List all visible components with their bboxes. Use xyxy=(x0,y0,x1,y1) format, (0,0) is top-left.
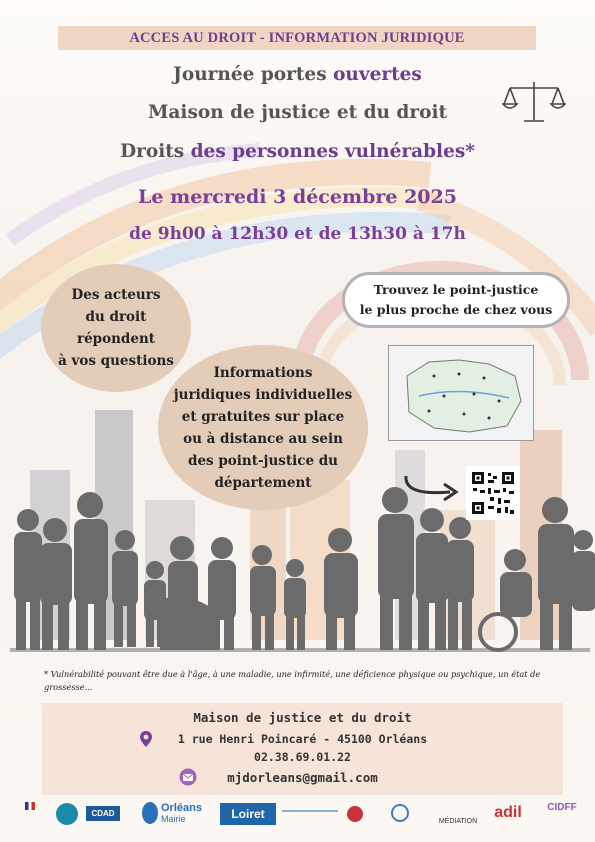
cidff-logo-text: CIDFF xyxy=(547,802,577,813)
event-date: Le mercredi 3 décembre 2025 xyxy=(138,186,457,208)
title-line-1-part-a: Journée portes xyxy=(173,64,334,85)
bubble-legal-info xyxy=(158,345,368,510)
pill-line: le plus proche de chez vous xyxy=(359,302,553,317)
bubble-mid-line: ou à distance au sein xyxy=(183,430,343,447)
cdad-logo xyxy=(86,800,136,830)
bubble-legal-actors-text xyxy=(58,284,174,372)
title-line-3 xyxy=(0,141,595,162)
bubble-mid-line: des point-justice du xyxy=(188,452,338,469)
mairie-logo-text: Mairie xyxy=(161,814,186,824)
event-hours: de 9h00 à 12h30 et de 13h30 à 17h xyxy=(129,224,466,244)
find-point-justice-pill xyxy=(342,272,570,328)
vulnerability-footnote: * Vulnérabilité pouvant être due à l'âge, à une maladie, une infirmité, une déficience physique ou psychique, un état de grossesse... xyxy=(44,669,541,692)
bubble-mid-line: département xyxy=(214,474,312,491)
contact-email[interactable]: mjdorleans@gmail.com xyxy=(227,770,378,785)
cdad-logo-text: CDAD xyxy=(86,806,120,821)
qr-code-pattern xyxy=(470,470,516,516)
mediation-logo xyxy=(432,800,484,830)
title-line-3-part-a: Droits xyxy=(120,141,191,162)
header-banner xyxy=(58,26,536,50)
partner-logo-c xyxy=(372,800,428,830)
email-icon xyxy=(179,768,197,786)
partner-logo-b xyxy=(342,800,368,830)
scales-of-justice-icon xyxy=(502,78,566,126)
bubble-left-line: Des acteurs xyxy=(71,287,161,303)
title-line-2: Maison de justice et du droit xyxy=(147,102,448,123)
map-drawing xyxy=(389,346,533,440)
curved-arrow-icon xyxy=(398,470,468,510)
adil-logo xyxy=(486,800,530,832)
location-pin-icon xyxy=(139,730,153,748)
partner-logos xyxy=(10,798,588,834)
loiret-logo-text: Loiret xyxy=(220,803,276,825)
title-line-1-part-b: ouvertes xyxy=(333,64,422,85)
orleans-swirl-icon xyxy=(142,802,158,824)
orleans-logo-text: Orléans xyxy=(161,802,202,814)
bubble-legal-actors xyxy=(41,264,191,392)
bubble-legal-info-text xyxy=(174,362,352,494)
title-line-3-part-b: des personnes vulnérables* xyxy=(190,141,475,162)
ministry-logo xyxy=(12,800,48,830)
partner-logo-a xyxy=(282,800,338,830)
adil-logo-text: adil xyxy=(494,804,522,821)
contact-name: Maison de justice et du droit xyxy=(193,710,412,725)
department-map-icon xyxy=(388,345,534,441)
bubble-mid-line: et gratuites sur place xyxy=(181,408,345,425)
cdad-shield-logo xyxy=(54,800,80,830)
orleans-mairie-logo xyxy=(142,800,216,832)
pill-text xyxy=(360,280,553,320)
contact-info-box xyxy=(42,703,563,795)
contact-address: 1 rue Henri Poincaré - 45100 Orléans xyxy=(177,732,428,746)
bubble-left-line: répondent xyxy=(76,331,156,347)
bubble-left-line: à vos questions xyxy=(58,353,174,369)
loiret-logo xyxy=(220,800,276,832)
bubble-mid-line: juridiques individuelles xyxy=(173,386,353,403)
banner-text: ACCES AU DROIT - INFORMATION JURIDIQUE xyxy=(129,29,465,46)
qr-code-icon[interactable] xyxy=(466,466,520,520)
contact-phone: 02.38.69.01.22 xyxy=(254,750,351,764)
pill-line: Trouvez le point-justice xyxy=(373,282,539,297)
bubble-mid-line: Informations xyxy=(213,364,313,381)
mediation-logo-text: MÉDIATION xyxy=(438,818,478,825)
bubble-left-line: du droit xyxy=(85,309,147,325)
cidff-logo xyxy=(540,800,584,832)
